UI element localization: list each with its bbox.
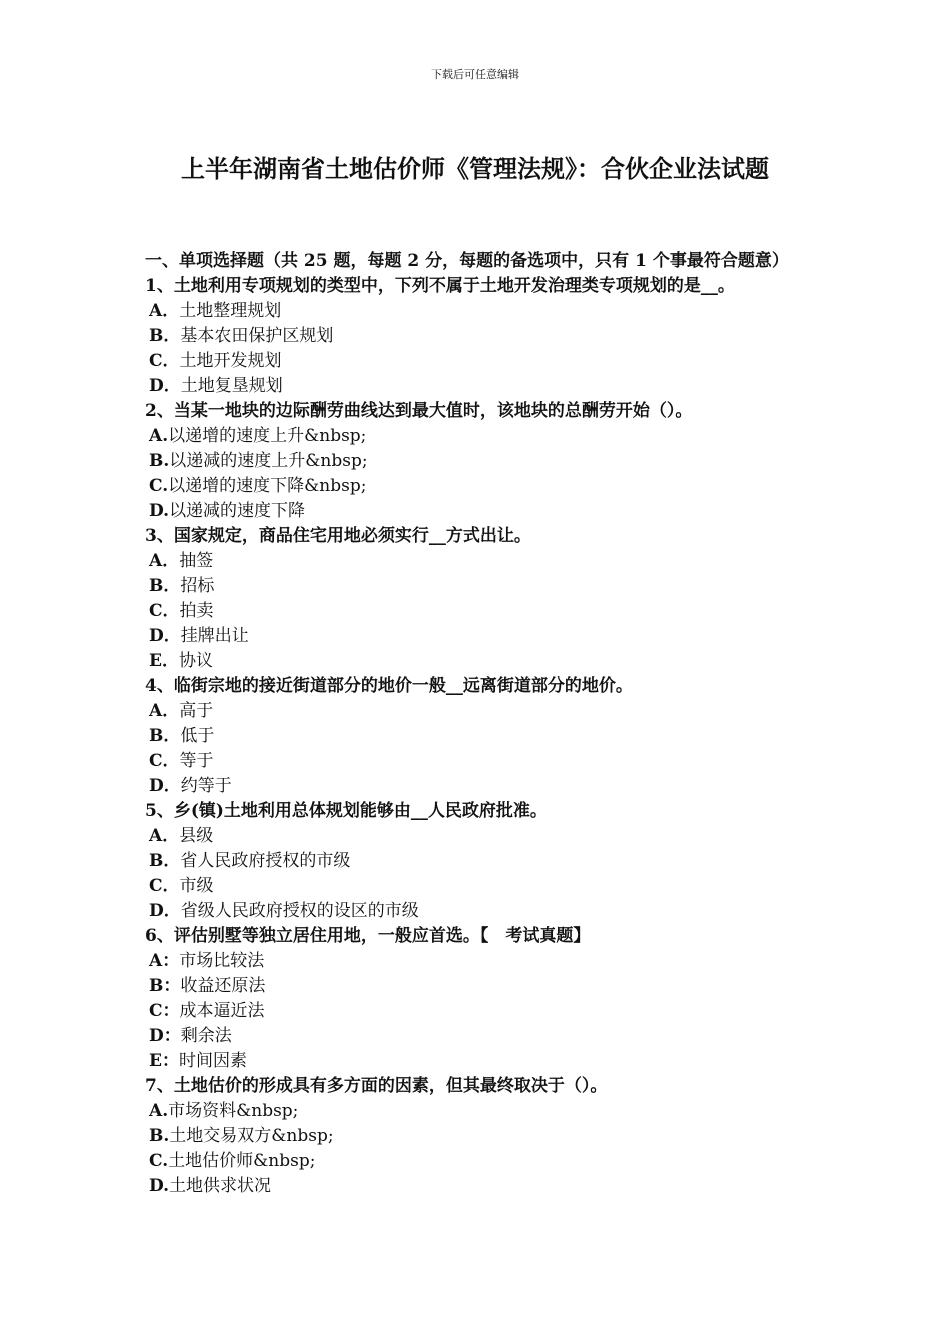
option-text: 剩余法 (180, 1026, 232, 1046)
option-a (145, 424, 815, 449)
option-text: 省人民政府授权的市级 (180, 851, 351, 871)
option-letter: A. (149, 1101, 169, 1121)
option-d (145, 624, 815, 649)
option-letter: A． (149, 701, 180, 721)
option-text: 土地整理规划 (179, 301, 282, 321)
option-text: 土地开发规划 (179, 351, 282, 371)
option-text: 招标 (180, 576, 215, 596)
option-letter: E． (149, 651, 179, 671)
option-letter: D． (149, 901, 181, 921)
option-text: 收益还原法 (180, 976, 266, 996)
option-letter: D． (149, 776, 181, 796)
option-text: 市场比较法 (179, 951, 265, 971)
option-b (145, 724, 815, 749)
option-a (145, 699, 815, 724)
option-c (145, 599, 815, 624)
option-a (145, 1099, 815, 1124)
option-text: 土地估价师&nbsp; (168, 1151, 316, 1171)
option-text: 土地交易双方&nbsp; (169, 1126, 334, 1146)
option-text: 基本农田保护区规划 (180, 326, 334, 346)
question-list (145, 249, 815, 1199)
question-text: 6、评估别墅等独立居住用地，一般应首选。【 考试真题】 (145, 926, 591, 946)
option-b (145, 974, 815, 999)
option-b (145, 324, 815, 349)
option-letter: D. (149, 501, 170, 521)
header-note: 下载后可任意编辑 (431, 68, 519, 81)
option-letter: A： (149, 951, 180, 971)
option-text: 约等于 (180, 776, 232, 796)
option-letter: A． (149, 551, 180, 571)
option-d (145, 1024, 815, 1049)
option-text: 以递增的速度上升&nbsp; (168, 426, 367, 446)
option-d (145, 1174, 815, 1199)
option-letter: D． (149, 376, 181, 396)
option-c (145, 874, 815, 899)
option-letter: C. (149, 1151, 169, 1171)
option-b (145, 849, 815, 874)
option-text: 市级 (179, 876, 214, 896)
option-letter: C： (149, 1001, 180, 1021)
option-text: 抽签 (179, 551, 214, 571)
option-text: 省级人民政府授权的设区的市级 (180, 901, 419, 921)
option-text: 高于 (179, 701, 214, 721)
question-4 (145, 674, 815, 799)
option-text: 拍卖 (179, 601, 214, 621)
option-letter: C． (149, 751, 180, 771)
option-letter: B． (149, 326, 181, 346)
option-text: 市场资料&nbsp; (168, 1101, 299, 1121)
question-text: 1、土地利用专项规划的类型中，下列不属于土地开发治理类专项规划的是__。 (145, 276, 735, 296)
option-letter: C． (149, 351, 180, 371)
option-d (145, 374, 815, 399)
option-letter: E： (149, 1051, 179, 1071)
question-text: 2、当某一地块的边际酬劳曲线达到最大值时，该地块的总酬劳开始（）。 (145, 401, 693, 421)
question-text: 5、乡(镇)土地利用总体规划能够由__人民政府批准。 (145, 801, 547, 821)
option-letter: D. (149, 1176, 170, 1196)
option-letter: D： (149, 1026, 181, 1046)
option-text: 以递减的速度上升&nbsp; (169, 451, 368, 471)
option-d (145, 774, 815, 799)
section-heading: 一、单项选择题（共 25 题，每题 2 分，每题的备选项中，只有 1 个事最符合题意） (145, 251, 789, 271)
option-text: 土地供求状况 (169, 1176, 272, 1196)
option-d (145, 499, 815, 524)
option-text: 时间因素 (178, 1051, 247, 1071)
option-letter: C. (149, 476, 169, 496)
option-c (145, 999, 815, 1024)
option-a (145, 949, 815, 974)
option-text: 以递增的速度下降&nbsp; (168, 476, 367, 496)
option-text: 协议 (178, 651, 213, 671)
question-text: 3、国家规定，商品住宅用地必须实行__方式出让。 (145, 526, 531, 546)
option-c (145, 1149, 815, 1174)
option-text: 成本逼近法 (179, 1001, 265, 1021)
option-letter: B. (149, 1126, 170, 1146)
question-5 (145, 799, 815, 924)
option-text: 县级 (179, 826, 214, 846)
option-b (145, 1124, 815, 1149)
option-e (145, 1049, 815, 1074)
question-6 (145, 924, 815, 1074)
question-text: 4、临街宗地的接近街道部分的地价一般__远离街道部分的地价。 (145, 676, 633, 696)
question-7 (145, 1074, 815, 1199)
option-c (145, 474, 815, 499)
question-text: 7、土地估价的形成具有多方面的因素，但其最终取决于（）。 (145, 1076, 608, 1096)
option-e (145, 649, 815, 674)
option-letter: D． (149, 626, 181, 646)
option-text: 低于 (180, 726, 215, 746)
option-text: 挂牌出让 (180, 626, 249, 646)
option-letter: B． (149, 576, 181, 596)
option-letter: A. (149, 426, 169, 446)
option-text: 以递减的速度下降 (169, 501, 306, 521)
option-text: 等于 (179, 751, 214, 771)
option-a (145, 299, 815, 324)
option-d (145, 899, 815, 924)
option-b (145, 574, 815, 599)
option-a (145, 549, 815, 574)
option-c (145, 749, 815, 774)
option-letter: B． (149, 726, 181, 746)
option-a (145, 824, 815, 849)
option-text: 土地复垦规划 (180, 376, 283, 396)
option-letter: B. (149, 451, 170, 471)
option-c (145, 349, 815, 374)
option-letter: A． (149, 826, 180, 846)
option-letter: C． (149, 601, 180, 621)
option-letter: C． (149, 876, 180, 896)
option-b (145, 449, 815, 474)
option-letter: B． (149, 851, 181, 871)
question-3 (145, 524, 815, 674)
option-letter: B： (149, 976, 181, 996)
document-title: 上半年湖南省土地估价师《管理法规》：合伙企业法试题 (181, 154, 769, 183)
question-2 (145, 399, 815, 524)
option-letter: A． (149, 301, 180, 321)
question-1 (145, 274, 815, 399)
